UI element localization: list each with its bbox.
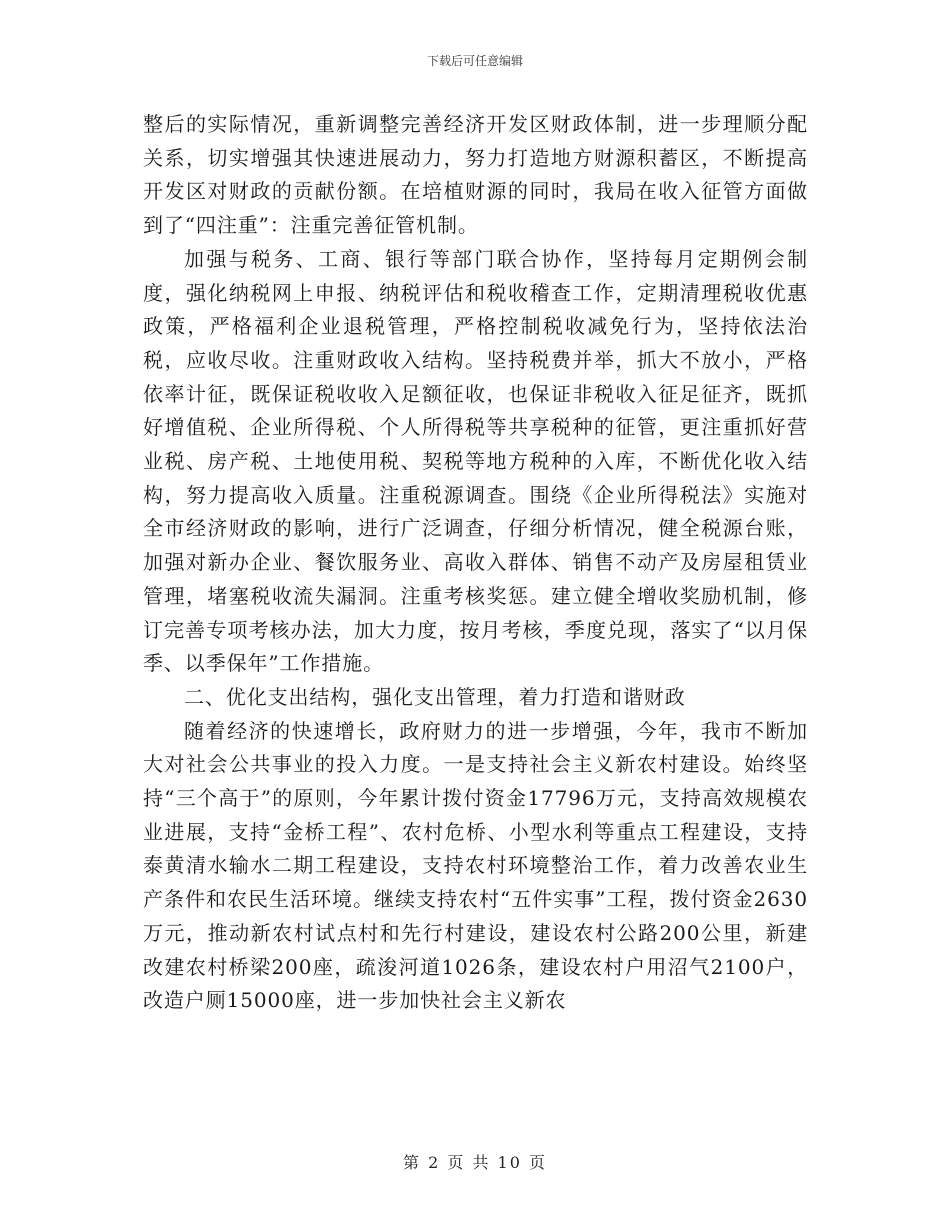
document-body <box>143 108 808 1018</box>
paragraph-tax-cooperation: 加强与税务、工商、银行等部门联合协作，坚持每月定期例会制度，强化纳税网上申报、纳税评估和税收稽查工作，定期清理税收优惠政策，严格福利企业退税管理，严格控制税收减免行为，坚持依法治税，应收尽收。注重财政收入结构。坚持税费并举，抓大不放小，严格依率计征，既保证税收收入足额征收，也保证非税收入征足征齐，既抓好增值税、企业所得税、个人所得税等共享税种的征管，更注重抓好营业税、房产税、土地使用税、契税等地方税种的入库，不断优化收入结构，努力提高收入质量。注重税源调查。围绕《企业所得税法》实施对全市经济财政的影响，进行广泛调查，仔细分析情况，健全税源台账，加强对新办企业、餐饮服务业、高收入群体、销售不动产及房屋租赁业管理，堵塞税收流失漏洞。注重考核奖惩。建立健全增收奖励机制，修订完善专项考核办法，加大力度，按月考核，季度兑现，落实了“以月保季、以季保年”工作措施。 <box>143 246 808 676</box>
page-number-footer: 第 2 页 共 10 页 <box>403 1153 547 1172</box>
page-header-note: 下载后可任意编辑 <box>426 54 523 68</box>
section-heading-expenditure: 二、优化支出结构，强化支出管理，着力打造和谐财政 <box>184 684 686 709</box>
paragraph-public-investment: 随着经济的快速增长，政府财力的进一步增强，今年，我市不断加大对社会公共事业的投入力度。一是支持社会主义新农村建设。始终坚持“三个高于”的原则，今年累计拨付资金17796万元，支持高效规模农业进展，支持“金桥工程”、农村危桥、小型水利等重点工程建设，支持泰黄清水输水二期工程建设，支持农村环境整治工作，着力改善农业生产条件和农民生活环境。继续支持农村“五件实事”工程，拨付资金2630万元，推动新农村试点村和先行村建设，建设农村公路200公里，新建改建农村桥梁200座，疏浚河道1026条，建设农村户用沼气2100户，改造户厕15000座，进一步加快社会主义新农 <box>143 718 808 1013</box>
paragraph-continuation: 整后的实际情况，重新调整完善经济开发区财政体制，进一步理顺分配关系，切实增强其快速进展动力，努力打造地方财源积蓄区，不断提高开发区对财政的贡献份额。在培植财源的同时，我局在收入征管方面做到了“四注重”：注重完善征管机制。 <box>143 112 808 238</box>
